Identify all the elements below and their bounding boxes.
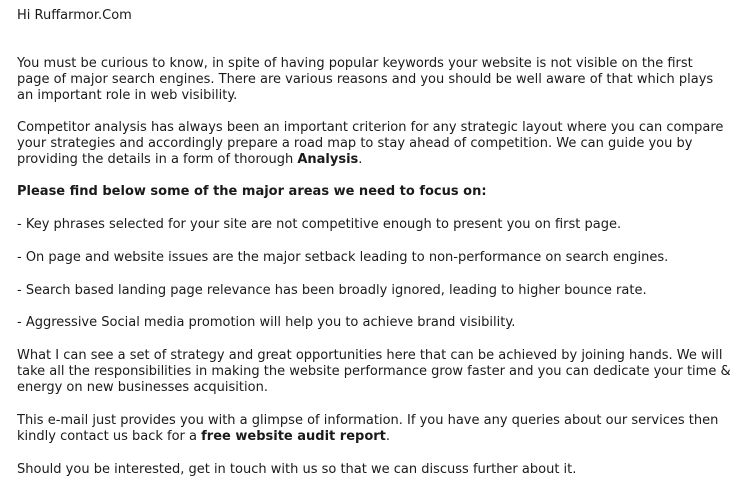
opportunity-paragraph bbox=[17, 348, 741, 396]
focus-item: - Key phrases selected for your site are not competitive enough to present you on first page. bbox=[17, 217, 622, 232]
focus-item: - On page and website issues are the major setback leading to non-performance on search engines. bbox=[17, 250, 669, 265]
intro-line: an important role in web visibility. bbox=[17, 88, 238, 103]
intro-paragraph bbox=[17, 56, 741, 104]
glimpse-text: kindly contact us back for a bbox=[17, 429, 202, 444]
focus-heading bbox=[17, 184, 741, 200]
competitor-line: Competitor analysis has always been an important criterion for any strategic layout where you can compare bbox=[17, 120, 724, 135]
focus-item: - Aggressive Social media promotion will help you to achieve brand visibility. bbox=[17, 315, 516, 330]
opportunity-line: What I can see a set of strategy and great opportunities here that can be achieved by joining hands. We will bbox=[17, 348, 723, 363]
competitor-text: providing the details in a form of thorough bbox=[17, 152, 298, 167]
competitor-punct: . bbox=[358, 152, 363, 167]
greeting: Hi Ruffarmor.Com bbox=[17, 8, 132, 23]
focus-heading-text: Please find below some of the major areas we need to focus on: bbox=[17, 184, 487, 199]
intro-line: You must be curious to know, in spite of having popular keywords your website is not visible on the first bbox=[17, 56, 693, 71]
closing-line: Should you be interested, get in touch with us so that we can discuss further about it. bbox=[17, 462, 577, 477]
focus-item: - Search based landing page relevance has been broadly ignored, leading to higher bounce rate. bbox=[17, 283, 647, 298]
glimpse-line bbox=[17, 429, 741, 445]
glimpse-punct: . bbox=[385, 429, 391, 444]
competitor-line: your strategies and accordingly prepare a road map to stay ahead of competition. We can guide you by bbox=[17, 136, 693, 151]
glimpse-paragraph bbox=[17, 413, 741, 445]
analysis-emphasis: Analysis bbox=[297, 152, 359, 167]
glimpse-line: This e-mail just provides you with a glimpse of information. If you have any queries about our services then bbox=[17, 413, 719, 428]
intro-line: page of major search engines. There are various reasons and you should be well aware of that which plays bbox=[17, 72, 714, 87]
competitor-paragraph bbox=[17, 120, 741, 168]
audit-report-emphasis: free website audit report bbox=[201, 429, 386, 444]
opportunity-line: energy on new businesses acquisition. bbox=[17, 380, 268, 395]
opportunity-line: take all the responsibilities in making the website performance grow faster and you can dedicate your time & bbox=[17, 364, 731, 379]
competitor-line bbox=[17, 152, 741, 168]
